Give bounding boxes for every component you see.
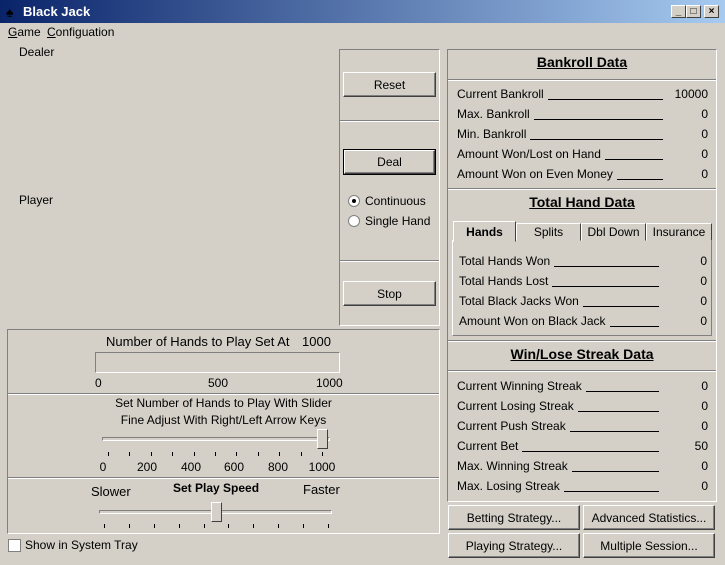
stat-value: 10000 xyxy=(674,87,708,101)
stat-value: 0 xyxy=(701,479,708,493)
dealer-label: Dealer xyxy=(19,45,55,59)
stat-value: 0 xyxy=(700,314,707,328)
stat-leader-line xyxy=(564,491,659,492)
spade-icon: ♠ xyxy=(6,4,14,20)
slider-tick-label: 0 xyxy=(99,460,107,474)
speed-slider-thumb[interactable] xyxy=(211,502,222,522)
stats-divider xyxy=(448,340,716,342)
stat-value: 0 xyxy=(701,127,708,141)
window-title: Black Jack xyxy=(23,4,91,19)
system-tray-checkbox[interactable] xyxy=(8,539,21,552)
stat-value: 0 xyxy=(701,147,708,161)
stat-label: Amount Won/Lost on Hand xyxy=(457,147,601,161)
system-tray-label: Show in System Tray xyxy=(25,538,138,552)
stat-value: 0 xyxy=(701,459,708,473)
tab-splits[interactable]: Splits xyxy=(516,223,581,241)
stat-value: 50 xyxy=(694,439,708,453)
slider-tick xyxy=(322,452,323,456)
stat-label: Current Bankroll xyxy=(457,87,544,101)
stat-label: Amount Won on Black Jack xyxy=(459,314,606,328)
slider-tick xyxy=(151,452,152,456)
tab-insurance[interactable]: Insurance xyxy=(646,223,712,241)
stat-leader-line xyxy=(534,119,663,120)
stat-leader-line xyxy=(586,391,659,392)
speed-slider-tick xyxy=(129,524,130,528)
stat-label: Total Hands Lost xyxy=(459,274,549,288)
speed-slider-tick xyxy=(154,524,155,528)
progress-scale-max: 1000 xyxy=(316,376,343,390)
multiple-session-button[interactable]: Multiple Session... xyxy=(583,533,715,558)
stat-leader-line xyxy=(552,286,659,287)
single-hand-radio[interactable] xyxy=(348,215,360,227)
panel-divider xyxy=(8,477,439,479)
bankroll-title: Bankroll Data xyxy=(536,54,628,70)
player-label: Player xyxy=(19,193,54,207)
slider-tick xyxy=(129,452,130,456)
title-bar xyxy=(0,0,725,23)
stat-value: 0 xyxy=(700,274,707,288)
stat-value: 0 xyxy=(701,167,708,181)
speed-slider-tick xyxy=(179,524,180,528)
stat-value: 0 xyxy=(701,379,708,393)
slider-tick-label: 800 xyxy=(267,460,289,474)
playing-strategy-button[interactable]: Playing Strategy... xyxy=(448,533,580,558)
stats-divider xyxy=(448,79,716,81)
menu-config-rest: onfiguation xyxy=(55,25,115,39)
continuous-radio[interactable] xyxy=(348,195,360,207)
stat-label: Max. Bankroll xyxy=(457,107,530,121)
faster-label: Faster xyxy=(303,482,340,497)
menu-game-mnemonic: G xyxy=(8,25,18,39)
slider-tick xyxy=(108,452,109,456)
stat-leader-line xyxy=(548,99,663,100)
hands-value: 1000 xyxy=(302,334,331,349)
deal-button[interactable]: Deal xyxy=(344,150,435,174)
streak-title: Win/Lose Streak Data xyxy=(510,346,654,362)
slider-instructions-2: Fine Adjust With Right/Left Arrow Keys xyxy=(120,413,327,427)
stat-leader-line xyxy=(583,306,659,307)
play-speed-title: Set Play Speed xyxy=(173,481,260,495)
menu-game[interactable] xyxy=(8,25,41,39)
menu-config-mnemonic: C xyxy=(47,25,56,39)
stat-label: Max. Losing Streak xyxy=(457,479,560,493)
stat-leader-line xyxy=(617,179,663,180)
slider-tick-label: 600 xyxy=(223,460,245,474)
continuous-label: Continuous xyxy=(365,194,426,208)
stat-label: Current Winning Streak xyxy=(457,379,582,393)
stat-value: 0 xyxy=(701,399,708,413)
stats-divider xyxy=(448,370,716,372)
minimize-button[interactable]: _ xyxy=(671,5,686,18)
stat-leader-line xyxy=(605,159,663,160)
stat-leader-line xyxy=(578,411,659,412)
stat-label: Min. Bankroll xyxy=(457,127,527,141)
slider-tick xyxy=(215,452,216,456)
stat-value: 0 xyxy=(701,419,708,433)
single-hand-label: Single Hand xyxy=(365,214,431,228)
stat-value: 0 xyxy=(700,254,707,268)
slider-instructions-1: Set Number of Hands to Play With Slider xyxy=(115,396,332,410)
slider-tick-label: 400 xyxy=(180,460,202,474)
stat-leader-line xyxy=(570,431,659,432)
stat-label: Current Bet xyxy=(457,439,519,453)
slider-tick-label: 200 xyxy=(136,460,158,474)
stop-button[interactable]: Stop xyxy=(343,281,436,306)
slider-tick xyxy=(172,452,173,456)
stat-value: 0 xyxy=(700,294,707,308)
stat-label: Current Push Streak xyxy=(457,419,566,433)
panel-divider xyxy=(8,393,439,395)
stat-label: Total Hands Won xyxy=(459,254,551,268)
speed-slider-tick xyxy=(104,524,105,528)
slider-tick xyxy=(258,452,259,456)
slider-tick xyxy=(194,452,195,456)
menu-configuation[interactable] xyxy=(47,25,114,39)
hands-progress-bar xyxy=(95,352,340,373)
stat-label: Current Losing Streak xyxy=(457,399,574,413)
stat-leader-line xyxy=(530,139,663,140)
controls-divider xyxy=(340,120,439,122)
stat-leader-line xyxy=(522,451,659,452)
stat-leader-line xyxy=(554,266,659,267)
speed-slider-tick xyxy=(328,524,329,528)
tab-dbl-down[interactable]: Dbl Down xyxy=(581,223,646,241)
hands-slider-thumb[interactable] xyxy=(317,429,328,449)
stat-label: Max. Winning Streak xyxy=(457,459,568,473)
speed-slider-tick xyxy=(204,524,205,528)
betting-strategy-button[interactable]: Betting Strategy... xyxy=(448,505,580,530)
speed-slider-tick xyxy=(228,524,229,528)
stats-divider xyxy=(448,188,716,190)
progress-scale-min: 0 xyxy=(95,376,102,390)
stat-leader-line xyxy=(610,326,659,327)
maximize-button[interactable]: □ xyxy=(686,5,701,18)
stat-label: Total Black Jacks Won xyxy=(459,294,579,308)
slower-label: Slower xyxy=(91,484,131,499)
tab-hands[interactable]: Hands xyxy=(453,221,516,242)
speed-slider-tick xyxy=(303,524,304,528)
speed-slider-tick xyxy=(278,524,279,528)
stat-leader-line xyxy=(572,471,659,472)
hand-data-title: Total Hand Data xyxy=(529,194,635,210)
reset-button[interactable]: Reset xyxy=(343,72,436,97)
slider-tick xyxy=(301,452,302,456)
close-button[interactable]: × xyxy=(704,5,719,18)
stat-label: Amount Won on Even Money xyxy=(457,167,613,181)
stat-value: 0 xyxy=(701,107,708,121)
slider-tick-label: 1000 xyxy=(308,460,336,474)
hands-slider-track[interactable] xyxy=(102,437,330,441)
menu-game-rest: ame xyxy=(17,25,41,39)
progress-scale-mid: 500 xyxy=(208,376,229,390)
speed-slider-tick xyxy=(253,524,254,528)
controls-divider xyxy=(340,260,439,262)
advanced-statistics-button[interactable]: Advanced Statistics... xyxy=(583,505,715,530)
hands-label: Number of Hands to Play Set At xyxy=(106,334,290,349)
slider-tick xyxy=(236,452,237,456)
slider-tick xyxy=(279,452,280,456)
